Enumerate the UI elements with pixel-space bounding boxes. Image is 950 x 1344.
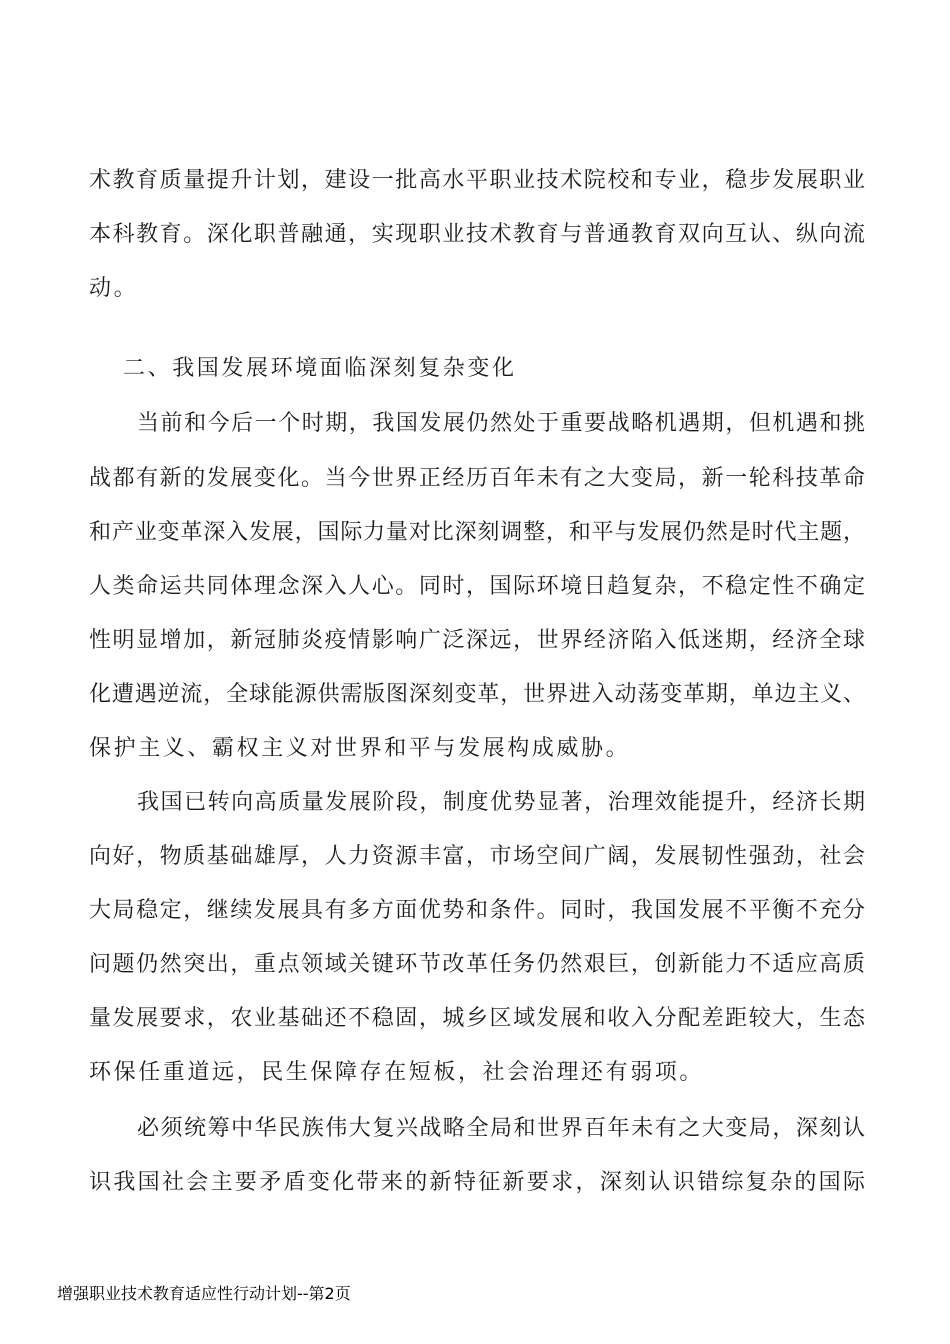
paragraph-first-line: 当前和今后一个时期，我国发展仍然处于重要战略机遇期，但机遇和挑 [137,411,865,436]
text-line: 环保任重道远，民生保障存在短板，社会治理还有弱项。 [89,1060,705,1085]
text-line: 化遭遇逆流，全球能源供需版图深刻变革，世界进入动荡变革期，单边主义、 [89,682,865,707]
text-line: 本科教育。深化职普融通，实现职业技术教育与普通教育双向互认、纵向流 [89,222,865,247]
text-line: 人类命运共同体理念深入人心。同时，国际环境日趋复杂，不稳定性不确定 [89,574,865,599]
text-line: 术教育质量提升计划，建设一批高水平职业技术院校和专业，稳步发展职业 [89,168,865,193]
text-line: 问题仍然突出，重点领域关键环节改革任务仍然艰巨，创新能力不适应高质 [89,952,865,977]
paragraph-first-line: 必须统筹中华民族伟大复兴战略全局和世界百年未有之大变局，深刻认 [137,1116,865,1141]
text-line: 量发展要求，农业基础还不稳固，城乡区域发展和收入分配差距较大，生态 [89,1006,865,1031]
paragraph-first-line: 我国已转向高质量发展阶段，制度优势显著，治理效能提升，经济长期 [137,790,865,815]
text-line: 大局稳定，继续发展具有多方面优势和条件。同时，我国发展不平衡不充分 [89,898,865,923]
text-line: 向好，物质基础雄厚，人力资源丰富，市场空间广阔，发展韧性强劲，社会 [89,844,865,869]
section-heading: 二、我国发展环境面临深刻复杂变化 [123,356,517,381]
text-line: 战都有新的发展变化。当今世界正经历百年未有之大变局，新一轮科技革命 [89,466,865,491]
text-line: 动。 [89,276,139,301]
text-line: 保护主义、霸权主义对世界和平与发展构成威胁。 [89,736,631,761]
text-line: 识我国社会主要矛盾变化带来的新特征新要求，深刻认识错综复杂的国际 [89,1170,865,1195]
text-line: 和产业变革深入发展，国际力量对比深刻调整，和平与发展仍然是时代主题， [89,520,865,545]
text-line: 性明显增加，新冠肺炎疫情影响广泛深远，世界经济陷入低迷期，经济全球 [89,628,865,653]
page-footer: 增强职业技术教育适应性行动计划--第2页 [57,1284,351,1303]
